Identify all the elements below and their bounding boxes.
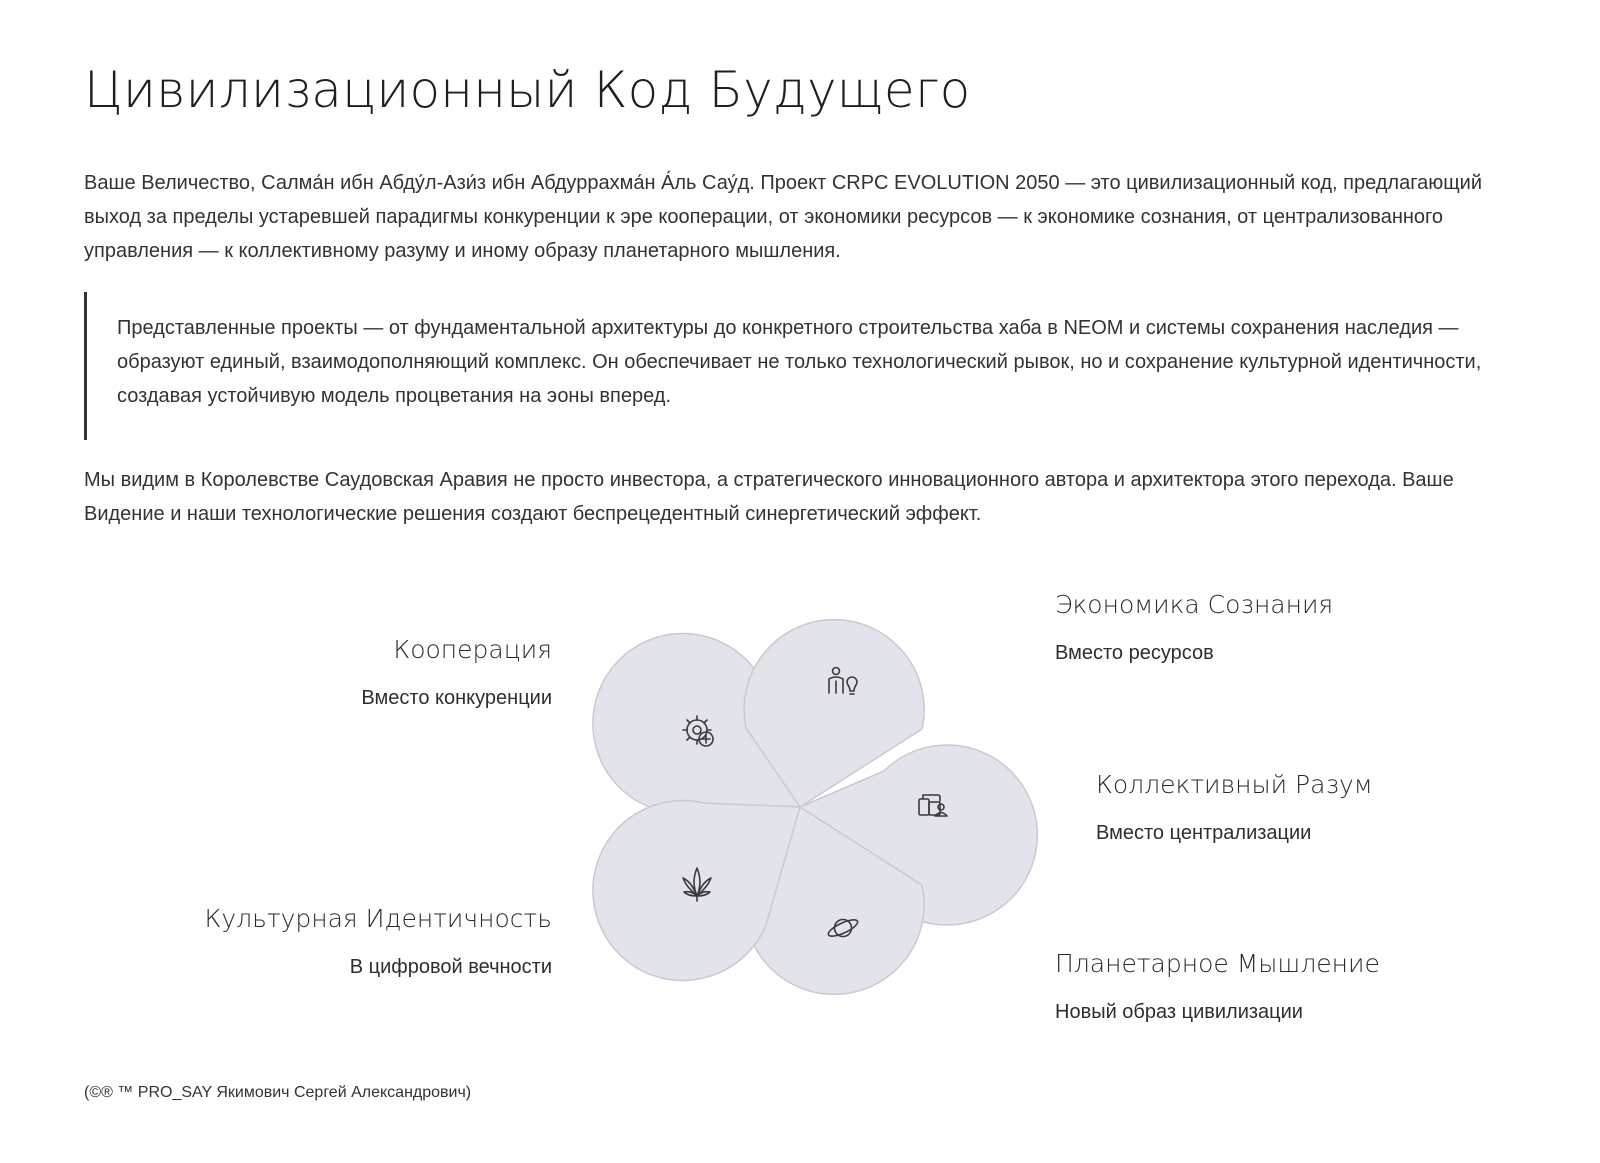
label-title-consciousness: Экономика Сознания [1055,590,1334,619]
page-title: Цивилизационный Код Будущего [84,61,971,119]
label-subtitle-cultural: В цифровой вечности [349,956,552,978]
blockquote [84,292,1524,440]
label-title-collective-mind: Коллективный Разум [1096,770,1373,799]
cards-user-icon [919,795,947,816]
label-title-cooperation: Кооперация [393,635,552,664]
label-subtitle-consciousness: Вместо ресурсов [1055,642,1214,664]
label-subtitle-planetary: Новый образ цивилизации [1055,1001,1303,1023]
planet-icon [826,917,859,940]
blockquote-text: Представленные проекты — от фундаментальной архитектуры до конкретного строительства хаба в NEOM и системы сохранения наследия — образуют единый, взаимодополняющий комплекс. Он обеспечивает не только технологический рывок, но и сохранение культурной идентичности, создавая устойчивую модель процветания на эоны вперед. [117,317,1482,407]
person-lightbulb-icon [829,668,857,695]
petal-cultural [593,800,800,980]
leaf-icon [683,868,711,901]
vision-paragraph: Мы видим в Королевстве Саудовская Аравия не просто инвестора, а стратегического инновационного автора и архитектора этого перехода. Ваше Видение и наши технологические решения создают беспрецедентный синергетический эффект. [84,469,1454,525]
petal-planetary [744,807,924,994]
petal-collective-mind [800,745,1037,925]
label-title-cultural: Культурная Идентичность [204,904,552,933]
copyright-footer: (©® ™ PRO_SAY Якимович Сергей Александрович) [84,1084,472,1101]
intro-paragraph: Ваше Величество, Салма́н ибн Абду́л-Ази́з ибн Абдуррахма́н А́ль Сау́д. Проект CRPC EVOLUTION 2050 — это цивилизационный код, предлагающий выход за пределы устаревшей парадигмы конкуренции к эре кооперации, от экономики ресурсов — к экономике сознания, от централизованного управления — к коллективному разуму и иному образу планетарного мышления. [84,172,1482,262]
label-subtitle-collective-mind: Вместо централизации [1096,822,1312,844]
label-subtitle-cooperation: Вместо конкуренции [361,687,552,709]
gear-plus-icon [683,716,713,746]
petal-consciousness [744,620,924,807]
label-title-planetary: Планетарное Мышление [1055,949,1380,978]
petal-cooperation [593,634,800,814]
